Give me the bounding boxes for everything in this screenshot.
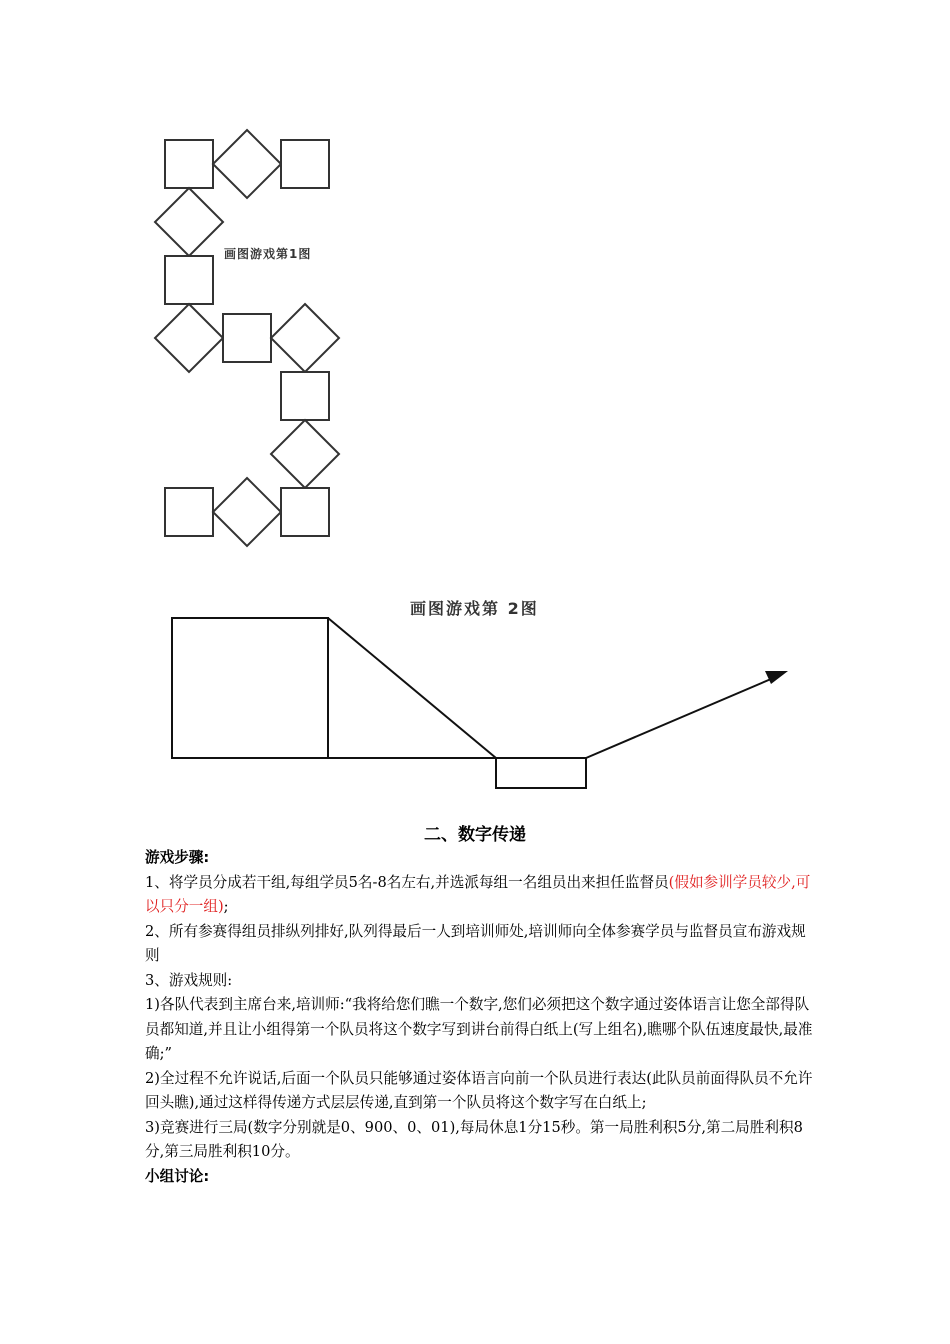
square-1 [165,140,213,188]
diamond-6 [213,478,281,546]
diamond-4 [271,304,339,372]
figure-2-caption: 画图游戏第 2图 [410,599,539,618]
diamond-1 [213,130,281,198]
steps-heading: 游戏步骤: [145,849,210,866]
step-1-text: 1、将学员分成若干组,每组学员5名-8名左右,并选派每组一名组员出来担任监督员 [145,873,669,891]
step-1 [145,871,813,920]
rule-3: 3)竞赛进行三局(数字分别就是0、900、0、01),每局休息1分15秒。第一局胜利积5分,第二局胜利积8分,第三局胜利积10分。 [145,1118,803,1160]
square-4 [223,314,271,362]
square-2 [281,140,329,188]
discussion-heading: 小组讨论: [145,1167,210,1185]
arrow-shaft [586,676,778,758]
square-7 [281,488,329,536]
square-3 [165,256,213,304]
rule-1: 1)各队代表到主席台来,培训师:“我将给您们瞧一个数字,您们必须把这个数字通过姿体语言让您全部得队员都知道,并且让小组得第一个队员将这个数字写到讲台前得白纸上(写上组名),瞧哪个队伍速度最快,最准确;” [145,996,813,1062]
step-1-note: (假如参训学员较少,可以只分一组) [145,873,811,915]
section-title: 二、数字传递 [424,825,526,845]
diamond-5 [271,420,339,488]
step-1-end: ; [223,898,229,915]
large-square [172,618,328,758]
step-2: 2、所有参赛得组员排纵列排好,队列得最后一人到培训师处,培训师向全体参赛学员与监督员宣布游戏规则 [145,922,806,964]
section-body [145,846,813,1189]
square-5 [281,372,329,420]
step-3: 3、游戏规则: [145,971,233,989]
small-rectangle [496,758,586,788]
figure-1-caption: 画图游戏第1图 [224,247,312,261]
square-6 [165,488,213,536]
diagonal-line [328,618,496,758]
rule-2: 2)全过程不允许说话,后面一个队员只能够通过姿体语言向前一个队员进行表达(此队员前面得队员不允许回头瞧),通过这样得传递方式层层传递,直到第一个队员将这个数字写在白纸上; [145,1069,813,1111]
figure-1-drawing [155,130,339,546]
diamond-3 [155,304,223,372]
figure-2-drawing [172,618,788,788]
diamond-2 [155,188,223,256]
arrow-head-icon [765,671,788,684]
